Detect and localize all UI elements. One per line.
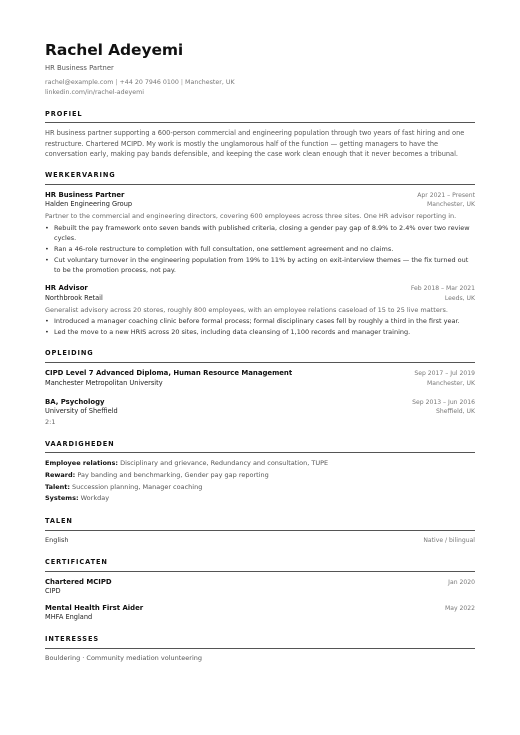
achievement-item: • Ran a 46-role restructure to completion with full consultation, one settlement agreement and no claims.: [45, 244, 475, 254]
education-dates: Sep 2017 – Jul 2019: [414, 370, 475, 378]
skills-section: [45, 440, 475, 506]
contact-info: [45, 78, 475, 98]
certificate-header-row: [45, 603, 475, 613]
employer-name: Northbrook Retail: [45, 293, 103, 302]
degree-grade: 2:1: [45, 417, 56, 426]
language-level: Native / bilingual: [423, 537, 475, 545]
experience-entry: [45, 190, 475, 275]
contact-separator: |: [180, 79, 184, 86]
achievement-item: • Led the move to a new HRIS across 20 sites, including data cleansing of 1,100 records and manager training.: [45, 327, 475, 337]
job-description: Generalist advisory across 20 stores, roughly 800 employees, with an employee relations caseload of 15 to 25 live matters.: [45, 305, 448, 314]
certificate-issuer: MHFA England: [45, 613, 93, 622]
section-title-experience: WERKERVARING: [45, 171, 475, 185]
education-location: Sheffield, UK: [435, 407, 475, 415]
achievement-list: [45, 316, 475, 337]
education-section: [45, 349, 475, 427]
language-row: [45, 536, 475, 546]
achievement-item: • Cut voluntary turnover in the engineering population from 19% to 11% by acting on exit-interview themes — the fix turned out to be the promotion process, not pay.: [45, 255, 475, 275]
languages-section: [45, 517, 475, 546]
education-entry: [45, 368, 475, 388]
institution-name: University of Sheffield: [45, 406, 118, 415]
language-name: English: [45, 536, 69, 545]
contact-separator: |: [115, 79, 118, 86]
job-description: Partner to the commercial and engineering directors, covering 600 employees across three sites. One HR advisor reporting in.: [45, 212, 457, 221]
profile-text: HR business partner supporting a 600-person commercial and engineering population through two years of fast hiring and one restructure. Chartered MCIPD. My work is mostly the unglamorous half of the function — getting managers to have the conversation early, making pay bands defensible, and keeping the case work clean enough that it never becomes a tribunal.: [45, 129, 465, 158]
section-title-interests: INTERESSES: [45, 635, 475, 649]
certificate-name: Mental Health First Aider: [45, 603, 144, 612]
experience-section: [45, 171, 475, 337]
degree-title: CIPD Level 7 Advanced Diploma, Human Resource Management: [45, 369, 293, 378]
entry-header-row: [45, 190, 475, 200]
certificate-name: Chartered MCIPD: [45, 577, 112, 586]
education-entry: [45, 397, 475, 428]
education-location: Manchester, UK: [427, 379, 475, 387]
entry-header-row: [45, 283, 475, 293]
skill-row: [45, 493, 475, 505]
education-dates: Sep 2013 – Jun 2016: [412, 398, 475, 406]
job-dates: Feb 2018 – Mar 2021: [410, 285, 475, 293]
contact-line: [45, 78, 475, 88]
section-title-certificates: CERTIFICATEN: [45, 558, 475, 572]
certificate-issuer: CIPD: [45, 587, 61, 596]
section-title-languages: TALEN: [45, 517, 475, 531]
certificate-entry: [45, 577, 475, 597]
certificates-section: [45, 558, 475, 623]
location-text: Manchester, UK: [185, 79, 235, 86]
job-location: Manchester, UK: [427, 201, 475, 209]
certificate-header-row: [45, 577, 475, 587]
skill-value: Disciplinary and grievance, Redundancy and consultation, TUPE: [120, 459, 329, 468]
skill-value: Succession planning, Manager coaching: [72, 482, 203, 491]
entry-org-row: [45, 294, 475, 304]
email-link[interactable]: rachel@example.com: [45, 79, 114, 86]
resume-header: [45, 42, 475, 98]
interests-text: Bouldering · Community mediation volunteering: [45, 654, 202, 663]
job-title: HR Business Partner: [45, 190, 125, 199]
achievement-item: • Rebuilt the pay framework onto seven bands with published criteria, closing a gender pay gap of 8.9% to 2.4% over two review cycles.: [45, 223, 475, 243]
certificate-entry: [45, 603, 475, 623]
entry-org-row: [45, 407, 475, 417]
skill-value: Workday: [80, 494, 110, 503]
skill-row: [45, 458, 475, 470]
section-title-education: OPLEIDING: [45, 349, 475, 363]
candidate-role: HR Business Partner: [45, 63, 114, 72]
skill-row: [45, 470, 475, 482]
section-title-skills: VAARDIGHEDEN: [45, 440, 475, 454]
skill-label: Talent:: [45, 482, 70, 491]
phone-number[interactable]: +44 20 7946 0100: [119, 79, 179, 86]
interests-section: [45, 635, 475, 664]
skill-label: Systems:: [45, 494, 79, 503]
skill-value: Pay banding and benchmarking, Gender pay gap reporting: [77, 471, 269, 480]
entry-org-row: [45, 379, 475, 389]
entry-org-row: [45, 200, 475, 210]
skill-label: Reward:: [45, 471, 76, 480]
certificate-date: Jan 2020: [448, 578, 475, 586]
job-dates: Apr 2021 – Present: [417, 191, 475, 199]
skill-label: Employee relations:: [45, 459, 119, 468]
institution-name: Manchester Metropolitan University: [45, 378, 163, 387]
experience-entry: [45, 283, 475, 337]
degree-title: BA, Psychology: [45, 397, 105, 406]
candidate-name: Rachel Adeyemi: [45, 41, 184, 59]
job-title: HR Advisor: [45, 284, 88, 293]
certificate-date: May 2022: [444, 604, 475, 612]
achievement-list: [45, 223, 475, 275]
job-location: Leeds, UK: [444, 294, 475, 302]
linkedin-link[interactable]: linkedin.com/in/rachel-adeyemi: [45, 88, 144, 96]
profile-section: [45, 110, 475, 160]
skill-row: [45, 482, 475, 494]
employer-name: Halden Engineering Group: [45, 200, 133, 209]
achievement-item: • Introduced a manager coaching clinic before formal process; formal disciplinary cases fell by roughly a third in the first year.: [45, 316, 475, 326]
entry-header-row: [45, 368, 475, 378]
section-title-profile: PROFIEL: [45, 110, 475, 124]
entry-header-row: [45, 397, 475, 407]
